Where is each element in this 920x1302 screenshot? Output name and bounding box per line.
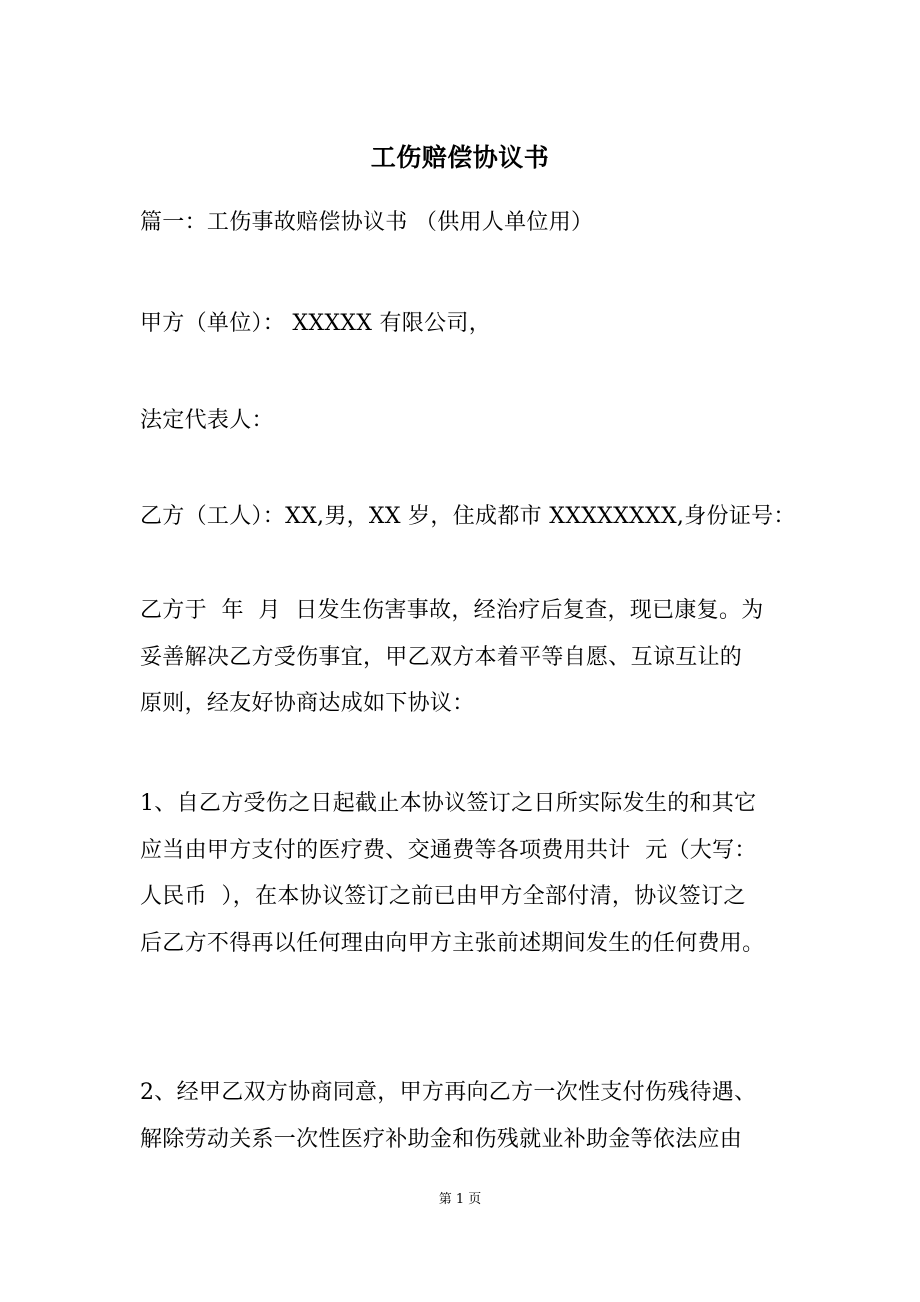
section-heading: 篇一：工伤事故赔偿协议书 （供用人单位用） <box>140 210 594 235</box>
paragraph-line: 乙方于 年 月 日发生伤害事故，经治疗后复查，现已康复。为 <box>140 598 764 623</box>
paragraph-line: 解除劳动关系一次性医疗补助金和伤残就业补助金等依法应由 <box>140 1126 743 1152</box>
paragraph-line: 后乙方不得再以任何理由向甲方主张前述期间发生的任何费用。 <box>140 930 765 956</box>
paragraph-line: 应当由甲方支付的医疗费、交通费等各项费用共计 元（大写： <box>140 837 757 863</box>
clause-2-paragraph <box>140 1078 790 1171</box>
party-b-line: 乙方（工人）：XX,男，XX 岁，住成都市 XXXXXXXX,身份证号： <box>140 504 796 529</box>
paragraph-line: 2、经甲乙双方协商同意，甲方再向乙方一次性支付伤残待遇、 <box>140 1080 757 1105</box>
legal-representative-line: 法定代表人： <box>140 408 274 433</box>
page-number: 第 1 页 <box>438 1192 482 1207</box>
paragraph-line: 1、自乙方受伤之日起截止本协议签订之日所实际发生的和其它 <box>140 791 757 816</box>
party-a-line: 甲方（单位）： XXXXX 有限公司， <box>140 311 491 336</box>
document-title: 工伤赔偿协议书 <box>370 143 550 172</box>
paragraph-line: 妥善解决乙方受伤事宜，甲乙双方本着平等自愿、互谅互让的 <box>140 644 743 670</box>
clause-1-paragraph <box>140 789 790 975</box>
paragraph-line: 人民币 ），在本协议签订之前已由甲方全部付清，协议签订之 <box>140 884 746 909</box>
paragraph-line: 原则，经友好协商达成如下协议： <box>140 691 475 716</box>
intro-paragraph <box>140 596 790 736</box>
